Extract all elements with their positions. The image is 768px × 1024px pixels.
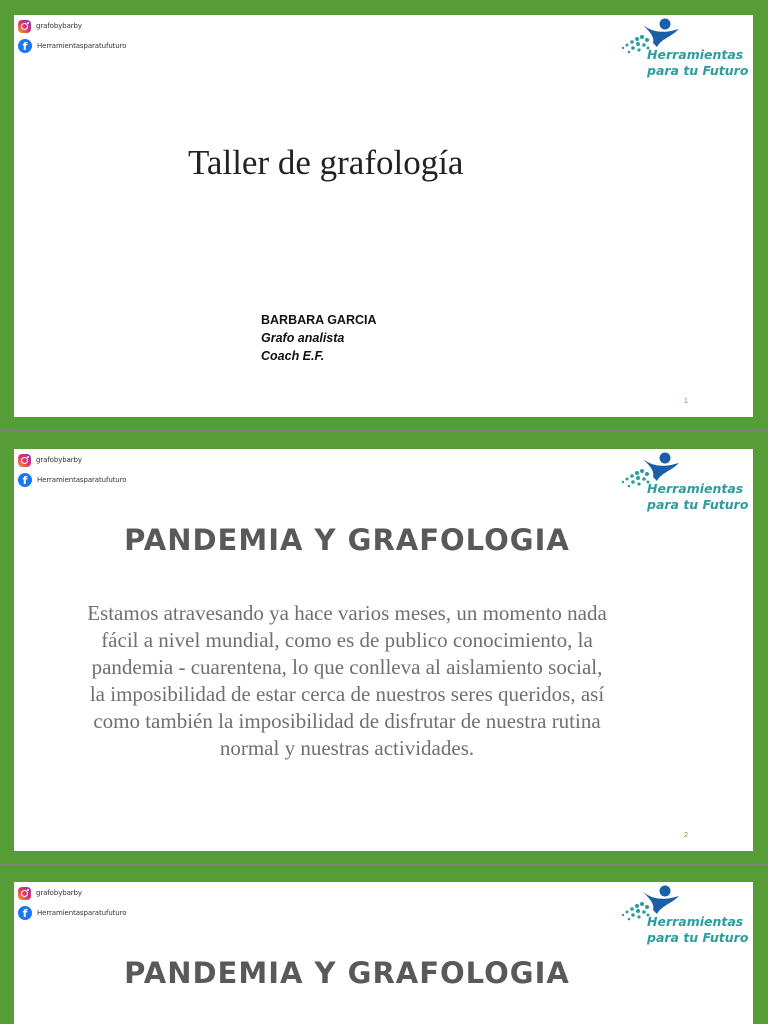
slide-heading: PANDEMIA Y GRAFOLOGIA (124, 523, 570, 557)
instagram-icon (18, 20, 31, 33)
instagram-handle: grafobybarby (36, 456, 82, 464)
author-name: BARBARA GARCIA (261, 313, 377, 327)
instagram-handle: grafobybarby (36, 22, 82, 30)
facebook-link[interactable] (18, 37, 126, 55)
social-links (18, 451, 126, 489)
slide-number: 1 (684, 398, 688, 405)
herramientas-logo (615, 884, 749, 945)
slide-separator (0, 430, 768, 431)
instagram-handle: grafobybarby (36, 889, 82, 897)
logo-text-line1: Herramientas (647, 914, 744, 929)
slide-heading: PANDEMIA Y GRAFOLOGIA (124, 956, 570, 990)
facebook-icon: f (18, 39, 32, 53)
instagram-icon (18, 454, 31, 467)
herramientas-logo (615, 17, 749, 78)
logo-text-line2: para tu Futuro (647, 930, 749, 945)
facebook-handle: Herramientasparatufuturo (37, 909, 127, 917)
slide-2 (14, 449, 753, 851)
logo-text-line1: Herramientas (647, 481, 744, 496)
slide-separator (0, 864, 768, 865)
slide-3 (14, 882, 753, 1024)
logo-text-line2: para tu Futuro (647, 497, 749, 512)
social-links (18, 884, 126, 922)
logo-text-line2: para tu Futuro (647, 63, 749, 78)
slide-title: Taller de grafología (188, 143, 464, 182)
herramientas-logo (615, 451, 749, 512)
facebook-icon: f (18, 906, 32, 920)
author-role: Grafo analista (261, 331, 345, 345)
author-role: Coach E.F. (261, 349, 325, 363)
slide-1 (14, 15, 753, 417)
instagram-link[interactable] (18, 451, 126, 469)
slide-body-text: Estamos atravesando ya hace varios meses, un momento nada fácil a nivel mundial, como es de publico conocimiento, la pandemia - cuarentena, lo que conlleva al aislamiento social, la imposibilidad de estar cerca de nuestros seres queridos, así como también la imposibilidad de disfrutar de nuestra rutina normal y nuestras actividades. (87, 601, 607, 760)
instagram-link[interactable] (18, 17, 126, 35)
facebook-link[interactable] (18, 904, 126, 922)
instagram-icon (18, 887, 31, 900)
logo-text-line1: Herramientas (647, 47, 744, 62)
social-links (18, 17, 126, 55)
slide-number: 2 (684, 832, 688, 839)
facebook-icon: f (18, 473, 32, 487)
facebook-link[interactable] (18, 471, 126, 489)
facebook-handle: Herramientasparatufuturo (37, 42, 127, 50)
instagram-link[interactable] (18, 884, 126, 902)
facebook-handle: Herramientasparatufuturo (37, 476, 127, 484)
author-block (261, 311, 377, 365)
